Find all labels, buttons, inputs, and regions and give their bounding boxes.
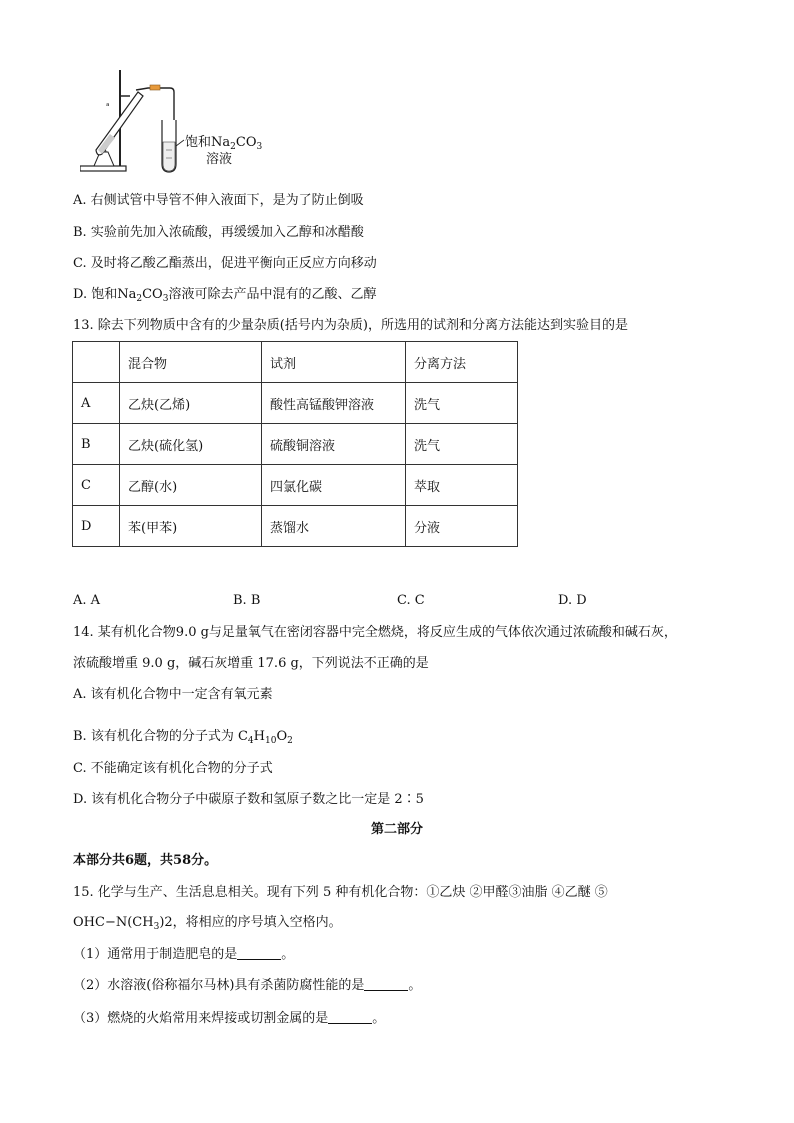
table-row <box>73 506 518 547</box>
answer-blank[interactable] <box>328 1011 372 1024</box>
table-header-cell: 试剂 <box>262 342 406 383</box>
table-cell: 苯(甲苯) <box>120 506 262 547</box>
part2-intro: 本部分共6题，共58分。 <box>73 853 218 868</box>
q15-sub1: （1）通常用于制造肥皂的是 。 <box>73 947 295 962</box>
part2-title: 第二部分 <box>370 822 423 837</box>
table-cell: 洗气 <box>406 424 518 465</box>
receiving-liquid <box>163 142 175 171</box>
q14-option-b: B. 该有机化合物的分子式为 $C_4H_{10}O_2$ <box>73 729 293 746</box>
q14-option-a: A. 该有机化合物中一定含有氧元素 <box>73 687 273 702</box>
figure-label-line1: 饱和$Na_2CO_3$ <box>185 135 263 152</box>
table-cell: D <box>73 506 120 547</box>
q15-sub2: （2）水溶液(俗称福尔马林)具有杀菌防腐性能的是 。 <box>73 978 422 993</box>
esterification-apparatus-figure <box>80 66 280 178</box>
q12-option-b: B. 实验前先加入浓硫酸，再缓缓加入乙醇和冰醋酸 <box>73 225 364 240</box>
q15-stem-line2: $OHC-N(CH_3)2$，将相应的序号填入空格内。 <box>73 915 342 932</box>
table-row <box>73 465 518 506</box>
q13-choice-c: C. C <box>397 593 425 608</box>
answer-blank[interactable] <box>237 947 281 960</box>
answer-blank[interactable] <box>364 978 408 991</box>
q13-choice-a: A. A <box>73 593 101 608</box>
table-header-row <box>73 342 518 383</box>
table-cell: 四氯化碳 <box>262 465 406 506</box>
q13-table <box>72 341 518 547</box>
q12-option-c: C. 及时将乙酸乙酯蒸出，促进平衡向正反应方向移动 <box>73 256 377 271</box>
figure-label-line2: 溶液 <box>206 152 233 167</box>
q12-option-a: A. 右侧试管中导管不伸入液面下，是为了防止倒吸 <box>73 193 364 208</box>
table-cell: B <box>73 424 120 465</box>
q14-option-c: C. 不能确定该有机化合物的分子式 <box>73 761 273 776</box>
q12-option-d: D. 饱和$Na_2CO_3$溶液可除去产品中混有的乙酸、乙醇 <box>73 287 377 304</box>
table-cell: 乙醇(水) <box>120 465 262 506</box>
table-cell: C <box>73 465 120 506</box>
delivery-tube <box>136 88 174 124</box>
table-cell: 酸性高锰酸钾溶液 <box>262 383 406 424</box>
q15-stem-line1: 15. 化学与生产、生活息息相关。现有下列 5 种有机化合物：①乙炔 ②甲醛③油脂 ④乙醚 ⑤ <box>73 885 608 900</box>
table-cell: 蒸馏水 <box>262 506 406 547</box>
q13-choices <box>0 592 794 610</box>
table-cell: 乙炔(乙烯) <box>120 383 262 424</box>
table-cell: 分液 <box>406 506 518 547</box>
q13-choice-b: B. B <box>233 593 261 608</box>
q14-stem-line2: 浓硫酸增重 9.0 g，碱石灰增重 17.6 g，下列说法不正确的是 <box>73 656 429 671</box>
rubber-connector <box>150 85 160 90</box>
table-row <box>73 383 518 424</box>
q13-stem: 13. 除去下列物质中含有的少量杂质(括号内为杂质)，所选用的试剂和分离方法能达到实验目的是 <box>73 318 628 333</box>
q15-sub3: （3）燃烧的火焰常用来焊接或切割金属的是 。 <box>73 1011 386 1026</box>
table-header-cell: 混合物 <box>120 342 262 383</box>
svg-text:ₐ: ₐ <box>106 99 110 109</box>
table-cell: 乙炔(硫化氢) <box>120 424 262 465</box>
q13-choice-d: D. D <box>558 593 587 608</box>
table-cell: 硫酸铜溶液 <box>262 424 406 465</box>
stand-base <box>80 166 126 171</box>
table-header-cell <box>73 342 120 383</box>
q14-option-d: D. 该有机化合物分子中碳原子数和氢原子数之比一定是 2∶5 <box>73 792 424 807</box>
table-header-cell: 分离方法 <box>406 342 518 383</box>
table-cell: 萃取 <box>406 465 518 506</box>
table-cell: A <box>73 383 120 424</box>
table-cell: 洗气 <box>406 383 518 424</box>
table-row <box>73 424 518 465</box>
q14-stem-line1: 14. 某有机化合物9.0 g与足量氧气在密闭容器中完全燃烧，将反应生成的气体依次通过浓硫酸和碱石灰， <box>73 625 677 640</box>
